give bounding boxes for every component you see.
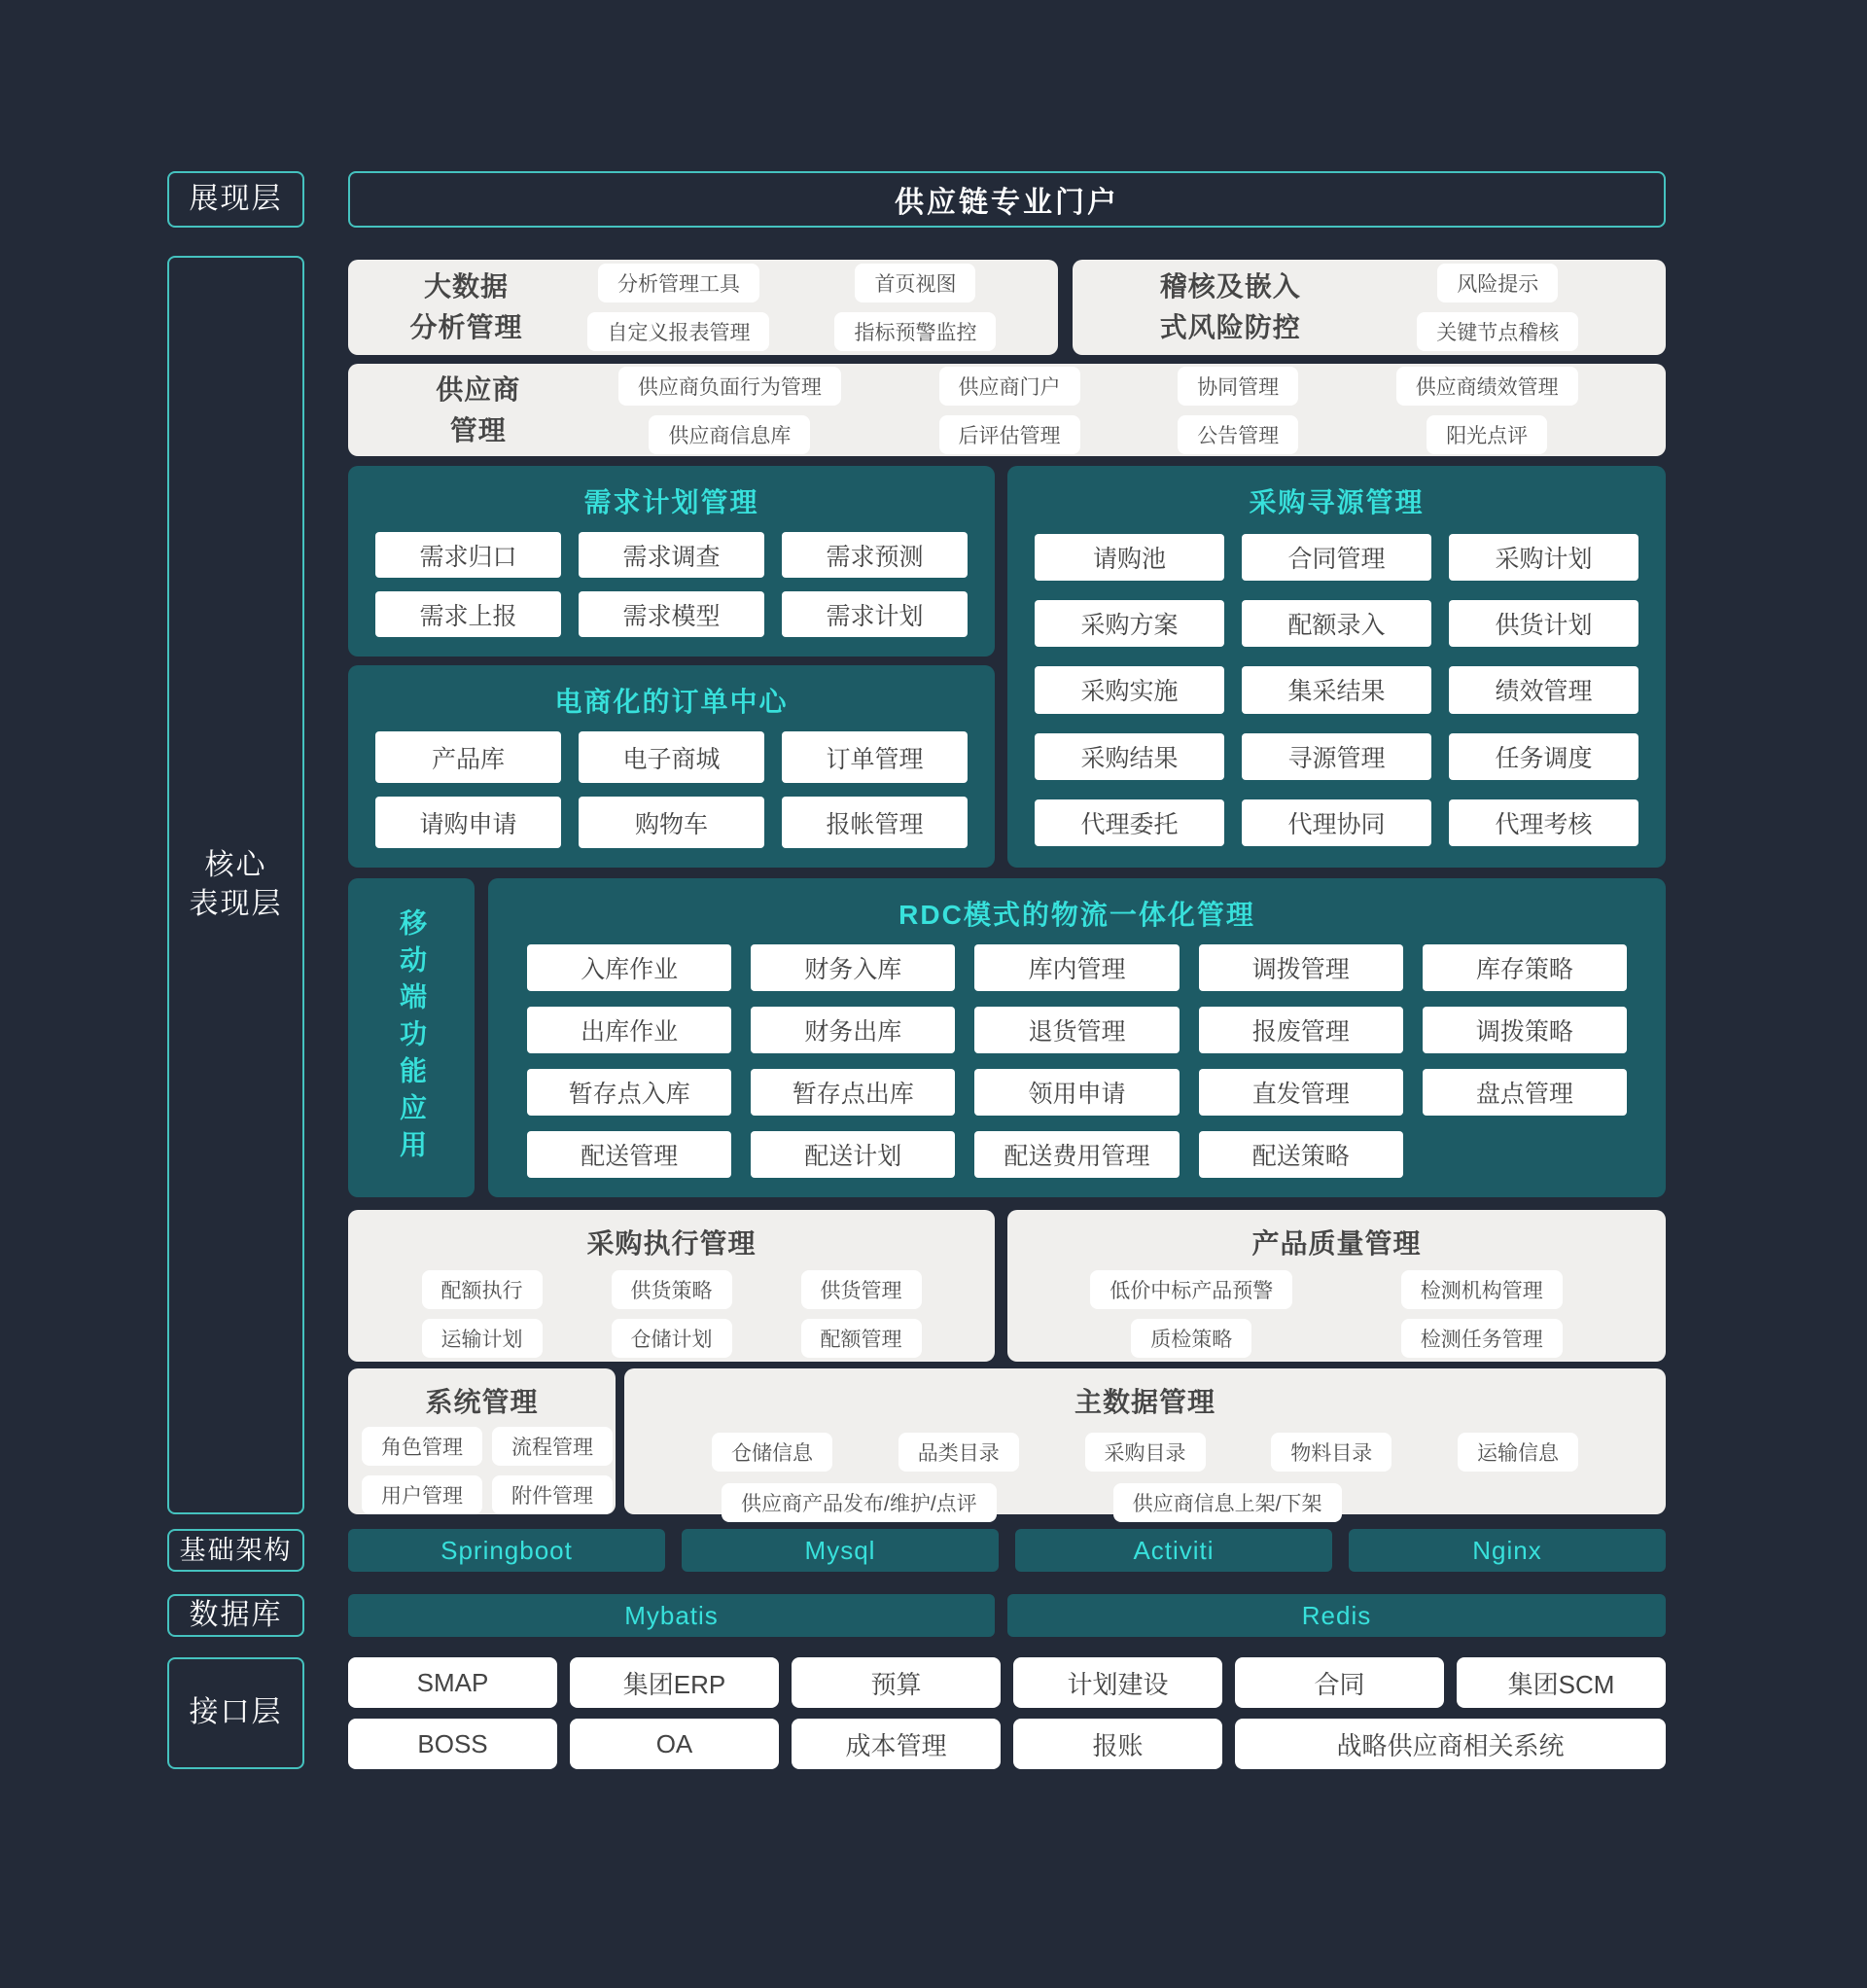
module-box: 采购计划 — [1449, 534, 1638, 581]
interface-box: 战略供应商相关系统 — [1235, 1719, 1666, 1769]
module-box: 配送管理 — [527, 1131, 731, 1178]
feature-chip: 供应商信息库 — [649, 415, 810, 454]
supplier-chip-col-2 — [939, 367, 1080, 454]
block-audit-risk — [1073, 260, 1666, 355]
audit-chip-col — [1417, 264, 1578, 351]
feature-chip: 供应商负面行为管理 — [618, 367, 841, 406]
module-box: 需求预测 — [782, 532, 968, 578]
module-box: 需求归口 — [375, 532, 561, 578]
module-box: 电子商城 — [579, 731, 764, 783]
feature-chip: 公告管理 — [1178, 415, 1298, 454]
block-title — [1160, 266, 1301, 348]
block-title: 采购执行管理 — [586, 1228, 757, 1259]
block-product-quality — [1007, 1210, 1666, 1362]
module-box: 供货计划 — [1449, 600, 1638, 647]
sourcing-grid — [1035, 534, 1638, 846]
layer-label-text: 展现层 — [189, 182, 283, 215]
block-bigdata-analysis — [348, 260, 1058, 355]
block-sourcing-management — [1007, 466, 1666, 868]
feature-chip: 检测任务管理 — [1401, 1319, 1563, 1358]
feature-chip: 阳光点评 — [1427, 415, 1547, 454]
module-box: 采购方案 — [1035, 600, 1224, 647]
block-title — [409, 266, 522, 348]
feature-chip: 采购目录 — [1085, 1433, 1206, 1472]
layer-label-core — [167, 256, 304, 1514]
row-rdc-logistics — [348, 878, 1666, 1197]
bigdata-title-line1: 大数据 — [423, 271, 509, 302]
module-box: 需求调查 — [579, 532, 764, 578]
supplier-chip-col-1 — [618, 367, 841, 454]
layer-label-text — [190, 846, 283, 925]
procurement-exec-grid — [387, 1270, 956, 1358]
feature-chip: 用户管理 — [362, 1475, 482, 1514]
feature-chip: 流程管理 — [492, 1427, 613, 1466]
portal-title: 供应链专业门户 — [895, 187, 1119, 219]
module-box: 购物车 — [579, 797, 764, 848]
module-box: 库存策略 — [1423, 944, 1627, 991]
bigdata-chip-col-2 — [834, 264, 996, 351]
module-box: 采购结果 — [1035, 733, 1224, 780]
block-title: 采购寻源管理 — [1249, 487, 1425, 517]
block-mobile-functions — [348, 878, 475, 1197]
tech-bar: Activiti — [1015, 1529, 1332, 1572]
block-demand-plan — [348, 466, 995, 657]
block-order-center — [348, 665, 995, 868]
block-supplier-management — [348, 364, 1666, 456]
module-box: 直发管理 — [1199, 1069, 1403, 1116]
layer-label-presentation — [167, 171, 304, 228]
interface-box: 集团SCM — [1457, 1657, 1666, 1708]
feature-chip: 品类目录 — [898, 1433, 1019, 1472]
feature-chip: 供货策略 — [612, 1270, 732, 1309]
module-box: 暂存点入库 — [527, 1069, 731, 1116]
block-title: 产品质量管理 — [1251, 1228, 1422, 1259]
supplier-chip-col-4 — [1396, 367, 1578, 454]
master-data-row-1 — [712, 1433, 1578, 1472]
module-box: 领用申请 — [974, 1069, 1179, 1116]
module-box: 出库作业 — [527, 1007, 731, 1053]
interface-box: 计划建设 — [1013, 1657, 1222, 1708]
feature-chip: 后评估管理 — [939, 415, 1080, 454]
module-box: 代理委托 — [1035, 799, 1224, 846]
block-rdc-logistics — [488, 878, 1666, 1197]
tech-bar: Mysql — [682, 1529, 999, 1572]
feature-chip: 仓储计划 — [612, 1319, 732, 1358]
module-box: 需求上报 — [375, 591, 561, 637]
module-box: 寻源管理 — [1242, 733, 1431, 780]
layer-label-interface — [167, 1657, 304, 1769]
block-title: 系统管理 — [425, 1387, 539, 1417]
audit-title-line1: 稽核及嵌入 — [1159, 271, 1301, 302]
row-database-stack — [348, 1594, 1666, 1637]
module-box: 配送计划 — [751, 1131, 955, 1178]
tech-bar: Springboot — [348, 1529, 665, 1572]
row-analysis-audit — [348, 260, 1666, 355]
block-title: RDC模式的物流一体化管理 — [898, 900, 1255, 930]
demand-plan-grid — [375, 532, 968, 637]
system-mgmt-grid — [362, 1427, 602, 1514]
master-data-row-2 — [722, 1483, 1666, 1522]
module-box: 订单管理 — [782, 731, 968, 783]
module-box: 任务调度 — [1449, 733, 1638, 780]
module-box: 财务出库 — [751, 1007, 955, 1053]
block-procurement-execution — [348, 1210, 995, 1362]
feature-chip: 分析管理工具 — [598, 264, 759, 302]
tech-bar: Nginx — [1349, 1529, 1666, 1572]
feature-chip: 附件管理 — [492, 1475, 613, 1514]
feature-chip: 运输信息 — [1458, 1433, 1578, 1472]
module-box: 暂存点出库 — [751, 1069, 955, 1116]
order-center-grid — [375, 731, 968, 848]
supplier-title-line1: 供应商 — [436, 373, 521, 405]
module-box: 需求计划 — [782, 591, 968, 637]
bigdata-chip-col-1 — [587, 264, 769, 351]
interface-box: 集团ERP — [570, 1657, 779, 1708]
core-label-line2: 表现层 — [189, 888, 283, 920]
module-box: 代理协同 — [1242, 799, 1431, 846]
layer-label-database — [167, 1594, 304, 1637]
module-box: 产品库 — [375, 731, 561, 783]
layer-label-text: 基础架构 — [179, 1535, 293, 1565]
module-box: 盘点管理 — [1423, 1069, 1627, 1116]
feature-chip: 低价中标产品预警 — [1090, 1270, 1292, 1309]
interface-box: 合同 — [1235, 1657, 1444, 1708]
module-box: 报帐管理 — [782, 797, 968, 848]
quality-grid — [1046, 1270, 1627, 1358]
supplier-title-line2: 管理 — [449, 414, 507, 445]
layer-label-infrastructure — [167, 1529, 304, 1572]
tech-bar: Redis — [1007, 1594, 1666, 1637]
feature-chip: 首页视图 — [855, 264, 975, 302]
feature-chip: 质检策略 — [1131, 1319, 1251, 1358]
module-box: 绩效管理 — [1449, 666, 1638, 713]
module-box: 报废管理 — [1199, 1007, 1403, 1053]
module-box: 入库作业 — [527, 944, 731, 991]
feature-chip: 检测机构管理 — [1401, 1270, 1563, 1309]
module-box: 调拨管理 — [1199, 944, 1403, 991]
module-box: 请购池 — [1035, 534, 1224, 581]
layer-label-text: 数据库 — [189, 1598, 283, 1631]
feature-chip: 仓储信息 — [712, 1433, 832, 1472]
interface-box: OA — [570, 1719, 779, 1769]
interface-box: SMAP — [348, 1657, 557, 1708]
module-box: 配送策略 — [1199, 1131, 1403, 1178]
row-interface-systems-2 — [348, 1719, 1666, 1769]
feature-chip: 供应商绩效管理 — [1396, 367, 1578, 406]
interface-box: 预算 — [792, 1657, 1001, 1708]
block-title: 移动端功能应用 — [397, 908, 427, 1167]
module-box: 调拨策略 — [1423, 1007, 1627, 1053]
block-title — [436, 370, 520, 451]
feature-chip: 运输计划 — [422, 1319, 543, 1358]
module-box: 配额录入 — [1242, 600, 1431, 647]
feature-chip: 关键节点稽核 — [1417, 312, 1578, 351]
module-box: 库内管理 — [974, 944, 1179, 991]
module-box: 财务入库 — [751, 944, 955, 991]
feature-chip: 自定义报表管理 — [587, 312, 769, 351]
rdc-grid — [527, 944, 1627, 1178]
interface-box: 成本管理 — [792, 1719, 1001, 1769]
block-system-management — [348, 1368, 616, 1514]
supplier-chip-col-3 — [1178, 367, 1298, 454]
tech-bar: Mybatis — [348, 1594, 995, 1637]
block-master-data — [624, 1368, 1666, 1514]
block-title: 需求计划管理 — [583, 487, 759, 517]
module-box: 请购申请 — [375, 797, 561, 848]
module-box: 需求模型 — [579, 591, 764, 637]
feature-chip: 角色管理 — [362, 1427, 482, 1466]
portal-title-bar — [348, 171, 1666, 228]
block-title: 电商化的订单中心 — [554, 687, 789, 717]
diagram-content — [348, 0, 1666, 1988]
interface-box: 报账 — [1013, 1719, 1222, 1769]
feature-chip: 配额执行 — [422, 1270, 543, 1309]
block-title: 主数据管理 — [1074, 1387, 1215, 1417]
feature-chip: 协同管理 — [1178, 367, 1298, 406]
row-infrastructure-stack — [348, 1529, 1666, 1572]
feature-chip: 指标预警监控 — [834, 312, 996, 351]
layer-label-text: 接口层 — [189, 1696, 283, 1729]
row-interface-systems-1 — [348, 1657, 1666, 1708]
feature-chip: 供应商信息上架/下架 — [1113, 1483, 1342, 1522]
interface-box: BOSS — [348, 1719, 557, 1769]
feature-chip: 配额管理 — [801, 1319, 922, 1358]
module-box: 集采结果 — [1242, 666, 1431, 713]
module-box: 退货管理 — [974, 1007, 1179, 1053]
feature-chip: 风险提示 — [1437, 264, 1558, 302]
core-label-line1: 核心 — [204, 848, 267, 881]
feature-chip: 供应商门户 — [939, 367, 1080, 406]
module-box: 采购实施 — [1035, 666, 1224, 713]
bigdata-title-line2: 分析管理 — [409, 312, 523, 342]
module-box: 合同管理 — [1242, 534, 1431, 581]
feature-chip: 供应商产品发布/维护/点评 — [722, 1483, 997, 1522]
module-box: 代理考核 — [1449, 799, 1638, 846]
feature-chip: 物料目录 — [1271, 1433, 1391, 1472]
module-box: 配送费用管理 — [974, 1131, 1179, 1178]
audit-title-line2: 式风险防控 — [1159, 312, 1301, 342]
feature-chip: 供货管理 — [801, 1270, 922, 1309]
